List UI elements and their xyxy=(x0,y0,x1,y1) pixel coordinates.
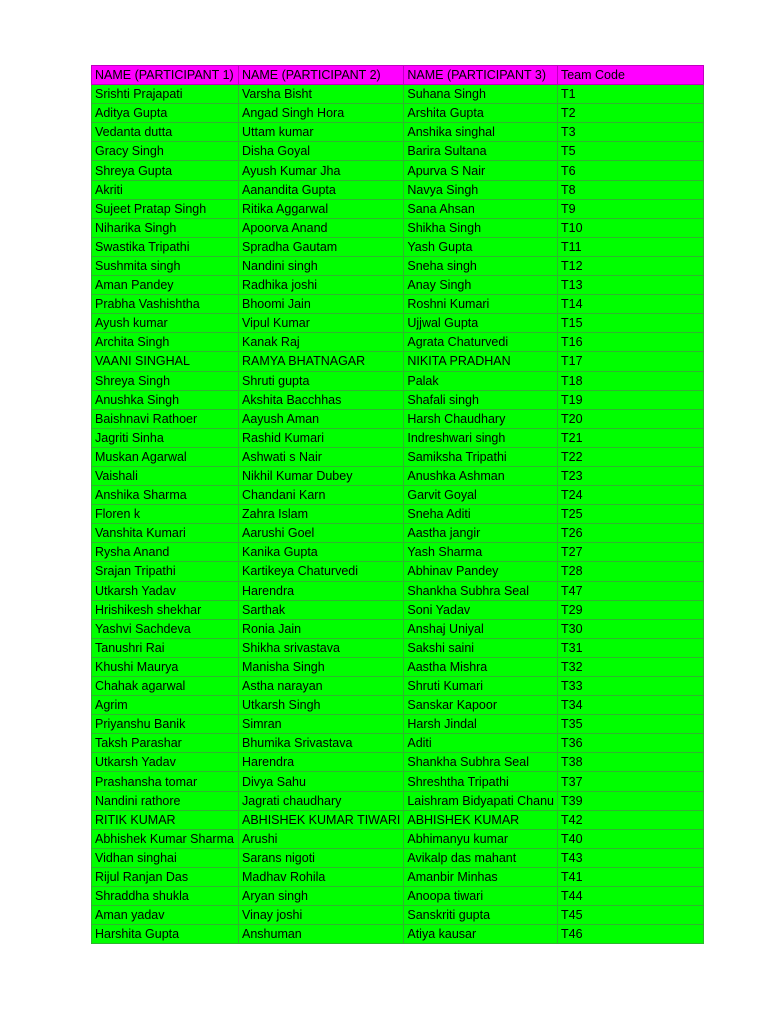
header-row xyxy=(92,66,704,85)
participant-1-cell[interactable]: Swastika Tripathi xyxy=(92,237,239,256)
team-code-cell[interactable]: T11 xyxy=(557,237,703,256)
participant-2-cell[interactable]: Simran xyxy=(239,715,404,734)
participant-1-cell[interactable]: Vidhan singhai xyxy=(92,848,239,867)
team-code-cell[interactable]: T44 xyxy=(557,887,703,906)
participant-1-cell[interactable]: Tanushri Rai xyxy=(92,638,239,657)
table-row xyxy=(92,505,704,524)
participant-2-cell[interactable]: Harendra xyxy=(239,581,404,600)
header-team-code[interactable]: Team Code xyxy=(557,66,703,85)
participant-3-cell[interactable]: Apurva S Nair xyxy=(404,161,558,180)
participant-3-cell[interactable]: Sana Ahsan xyxy=(404,199,558,218)
participant-3-cell[interactable]: Samiksha Tripathi xyxy=(404,447,558,466)
participant-3-cell[interactable]: Anushka Ashman xyxy=(404,466,558,485)
participant-1-cell[interactable]: Taksh Parashar xyxy=(92,734,239,753)
participant-3-cell[interactable]: ABHISHEK KUMAR xyxy=(404,810,558,829)
participant-1-cell[interactable]: Ayush kumar xyxy=(92,314,239,333)
participant-1-cell[interactable]: Rijul Ranjan Das xyxy=(92,867,239,886)
participant-2-cell[interactable]: Uttam kumar xyxy=(239,123,404,142)
header-participant-3[interactable]: NAME (PARTICIPANT 3) xyxy=(404,66,558,85)
team-code-cell[interactable]: T6 xyxy=(557,161,703,180)
table-row xyxy=(92,638,704,657)
participant-1-cell[interactable]: Khushi Maurya xyxy=(92,657,239,676)
participant-1-cell[interactable]: Floren k xyxy=(92,505,239,524)
participant-1-cell[interactable]: Sushmita singh xyxy=(92,256,239,275)
participant-2-cell[interactable]: Chandani Karn xyxy=(239,486,404,505)
participant-2-cell[interactable]: Nikhil Kumar Dubey xyxy=(239,466,404,485)
participant-2-cell[interactable]: Divya Sahu xyxy=(239,772,404,791)
team-code-cell[interactable]: T34 xyxy=(557,696,703,715)
team-code-cell[interactable]: T30 xyxy=(557,619,703,638)
table-header xyxy=(92,66,704,85)
team-code-cell[interactable]: T40 xyxy=(557,829,703,848)
table-row xyxy=(92,543,704,562)
header-participant-2[interactable]: NAME (PARTICIPANT 2) xyxy=(239,66,404,85)
participant-3-cell[interactable]: Navya Singh xyxy=(404,180,558,199)
header-participant-1[interactable]: NAME (PARTICIPANT 1) xyxy=(92,66,239,85)
table-row xyxy=(92,581,704,600)
participant-3-cell[interactable]: Indreshwari singh xyxy=(404,428,558,447)
participant-2-cell[interactable]: Ashwati s Nair xyxy=(239,447,404,466)
participant-3-cell[interactable]: Amanbir Minhas xyxy=(404,867,558,886)
participant-2-cell[interactable]: Vipul Kumar xyxy=(239,314,404,333)
team-code-cell[interactable]: T45 xyxy=(557,906,703,925)
participant-1-cell[interactable]: Niharika Singh xyxy=(92,218,239,237)
team-code-cell[interactable]: T5 xyxy=(557,142,703,161)
participant-3-cell[interactable]: Garvit Goyal xyxy=(404,486,558,505)
participant-3-cell[interactable]: Soni Yadav xyxy=(404,600,558,619)
participant-2-cell[interactable]: Aarushi Goel xyxy=(239,524,404,543)
participant-3-cell[interactable]: Suhana Singh xyxy=(404,85,558,104)
participant-3-cell[interactable]: Laishram Bidyapati Chanu xyxy=(404,791,558,810)
table-row xyxy=(92,734,704,753)
table-row xyxy=(92,619,704,638)
participant-2-cell[interactable]: Zahra Islam xyxy=(239,505,404,524)
participant-1-cell[interactable]: Vanshita Kumari xyxy=(92,524,239,543)
team-code-cell[interactable]: T22 xyxy=(557,447,703,466)
participant-1-cell[interactable]: Srishti Prajapati xyxy=(92,85,239,104)
team-code-cell[interactable]: T27 xyxy=(557,543,703,562)
table-row xyxy=(92,161,704,180)
participant-1-cell[interactable]: Shreya Gupta xyxy=(92,161,239,180)
participant-2-cell[interactable]: Ayush Kumar Jha xyxy=(239,161,404,180)
participant-3-cell[interactable]: Anoopa tiwari xyxy=(404,887,558,906)
participant-1-cell[interactable]: Harshita Gupta xyxy=(92,925,239,944)
team-code-cell[interactable]: T12 xyxy=(557,256,703,275)
participant-2-cell[interactable]: Sarthak xyxy=(239,600,404,619)
team-code-cell[interactable]: T16 xyxy=(557,333,703,352)
participant-1-cell[interactable]: Yashvi Sachdeva xyxy=(92,619,239,638)
participant-3-cell[interactable]: NIKITA PRADHAN xyxy=(404,352,558,371)
participant-2-cell[interactable]: Kanak Raj xyxy=(239,333,404,352)
participant-3-cell[interactable]: Shafali singh xyxy=(404,390,558,409)
participant-2-cell[interactable]: Aanandita Gupta xyxy=(239,180,404,199)
participant-1-cell[interactable]: Archita Singh xyxy=(92,333,239,352)
team-code-cell[interactable]: T33 xyxy=(557,677,703,696)
table-row xyxy=(92,104,704,123)
participants-table xyxy=(91,65,704,944)
table-row xyxy=(92,466,704,485)
participant-2-cell[interactable]: Akshita Bacchhas xyxy=(239,390,404,409)
participant-2-cell[interactable]: Manisha Singh xyxy=(239,657,404,676)
participant-3-cell[interactable]: Aastha Mishra xyxy=(404,657,558,676)
team-code-cell[interactable]: T38 xyxy=(557,753,703,772)
table-row xyxy=(92,295,704,314)
participant-2-cell[interactable]: Shruti gupta xyxy=(239,371,404,390)
participant-3-cell[interactable]: Sanskriti gupta xyxy=(404,906,558,925)
table-row xyxy=(92,524,704,543)
participant-3-cell[interactable]: Roshni Kumari xyxy=(404,295,558,314)
team-code-cell[interactable]: T25 xyxy=(557,505,703,524)
participant-3-cell[interactable]: Aditi xyxy=(404,734,558,753)
table-row xyxy=(92,314,704,333)
team-code-cell[interactable]: T47 xyxy=(557,581,703,600)
participant-1-cell[interactable]: Hrishikesh shekhar xyxy=(92,600,239,619)
table-row xyxy=(92,696,704,715)
table-row xyxy=(92,428,704,447)
participant-3-cell[interactable]: Sakshi saini xyxy=(404,638,558,657)
participant-2-cell[interactable]: Vinay joshi xyxy=(239,906,404,925)
participant-1-cell[interactable]: VAANI SINGHAL xyxy=(92,352,239,371)
team-code-cell[interactable]: T13 xyxy=(557,276,703,295)
participant-2-cell[interactable]: Arushi xyxy=(239,829,404,848)
table-row xyxy=(92,390,704,409)
table-row xyxy=(92,447,704,466)
table-row xyxy=(92,829,704,848)
participant-3-cell[interactable]: Shreshtha Tripathi xyxy=(404,772,558,791)
participant-2-cell[interactable]: Sarans nigoti xyxy=(239,848,404,867)
participant-2-cell[interactable]: Utkarsh Singh xyxy=(239,696,404,715)
participant-1-cell[interactable]: Aman yadav xyxy=(92,906,239,925)
participant-3-cell[interactable]: Sneha Aditi xyxy=(404,505,558,524)
participant-2-cell[interactable]: Radhika joshi xyxy=(239,276,404,295)
team-code-cell[interactable]: T20 xyxy=(557,409,703,428)
team-code-cell[interactable]: T19 xyxy=(557,390,703,409)
participant-1-cell[interactable]: Vedanta dutta xyxy=(92,123,239,142)
participant-2-cell[interactable]: Anshuman xyxy=(239,925,404,944)
participant-3-cell[interactable]: Anay Singh xyxy=(404,276,558,295)
table-row xyxy=(92,352,704,371)
participant-1-cell[interactable]: Agrim xyxy=(92,696,239,715)
participant-3-cell[interactable]: Harsh Chaudhary xyxy=(404,409,558,428)
participant-2-cell[interactable]: Ritika Aggarwal xyxy=(239,199,404,218)
participant-1-cell[interactable]: Anshika Sharma xyxy=(92,486,239,505)
participant-3-cell[interactable]: Shruti Kumari xyxy=(404,677,558,696)
table-row xyxy=(92,677,704,696)
participant-3-cell[interactable]: Shankha Subhra Seal xyxy=(404,581,558,600)
participant-2-cell[interactable]: Disha Goyal xyxy=(239,142,404,161)
participant-3-cell[interactable]: Sneha singh xyxy=(404,256,558,275)
participant-1-cell[interactable]: Sujeet Pratap Singh xyxy=(92,199,239,218)
participant-2-cell[interactable]: Spradha Gautam xyxy=(239,237,404,256)
table-row xyxy=(92,85,704,104)
participant-1-cell[interactable]: Srajan Tripathi xyxy=(92,562,239,581)
participant-2-cell[interactable]: Aryan singh xyxy=(239,887,404,906)
team-code-cell[interactable]: T8 xyxy=(557,180,703,199)
participant-2-cell[interactable]: Ronia Jain xyxy=(239,619,404,638)
participant-1-cell[interactable]: RITIK KUMAR xyxy=(92,810,239,829)
team-code-cell[interactable]: T37 xyxy=(557,772,703,791)
team-code-cell[interactable]: T26 xyxy=(557,524,703,543)
table-row xyxy=(92,753,704,772)
team-code-cell[interactable]: T18 xyxy=(557,371,703,390)
participant-2-cell[interactable]: Bhoomi Jain xyxy=(239,295,404,314)
participant-1-cell[interactable]: Shreya Singh xyxy=(92,371,239,390)
participant-1-cell[interactable]: Gracy Singh xyxy=(92,142,239,161)
table-row xyxy=(92,256,704,275)
participant-3-cell[interactable]: Yash Gupta xyxy=(404,237,558,256)
team-code-cell[interactable]: T43 xyxy=(557,848,703,867)
table-row xyxy=(92,562,704,581)
team-code-cell[interactable]: T15 xyxy=(557,314,703,333)
table-row xyxy=(92,123,704,142)
table-row xyxy=(92,810,704,829)
participant-3-cell[interactable]: Anshaj Uniyal xyxy=(404,619,558,638)
participant-3-cell[interactable]: Harsh Jindal xyxy=(404,715,558,734)
team-code-cell[interactable]: T39 xyxy=(557,791,703,810)
participant-2-cell[interactable]: Jagrati chaudhary xyxy=(239,791,404,810)
team-code-cell[interactable]: T23 xyxy=(557,466,703,485)
table-row xyxy=(92,887,704,906)
participant-3-cell[interactable]: Agrata Chaturvedi xyxy=(404,333,558,352)
participant-1-cell[interactable]: Aditya Gupta xyxy=(92,104,239,123)
participant-2-cell[interactable]: ABHISHEK KUMAR TIWARI xyxy=(239,810,404,829)
participant-2-cell[interactable]: Rashid Kumari xyxy=(239,428,404,447)
team-code-cell[interactable]: T35 xyxy=(557,715,703,734)
team-code-cell[interactable]: T32 xyxy=(557,657,703,676)
participant-3-cell[interactable]: Atiya kausar xyxy=(404,925,558,944)
participant-2-cell[interactable]: Harendra xyxy=(239,753,404,772)
team-code-cell[interactable]: T2 xyxy=(557,104,703,123)
table-row xyxy=(92,600,704,619)
participant-2-cell[interactable]: Nandini singh xyxy=(239,256,404,275)
table-row xyxy=(92,180,704,199)
participant-1-cell[interactable]: Vaishali xyxy=(92,466,239,485)
participant-2-cell[interactable]: Apoorva Anand xyxy=(239,218,404,237)
team-code-cell[interactable]: T42 xyxy=(557,810,703,829)
team-code-cell[interactable]: T46 xyxy=(557,925,703,944)
participant-1-cell[interactable]: Akriti xyxy=(92,180,239,199)
table-row xyxy=(92,142,704,161)
participant-1-cell[interactable]: Aman Pandey xyxy=(92,276,239,295)
participant-1-cell[interactable]: Baishnavi Rathoer xyxy=(92,409,239,428)
table-row xyxy=(92,371,704,390)
participant-2-cell[interactable]: Varsha Bisht xyxy=(239,85,404,104)
participant-3-cell[interactable]: Yash Sharma xyxy=(404,543,558,562)
participant-1-cell[interactable]: Anushka Singh xyxy=(92,390,239,409)
team-code-cell[interactable]: T31 xyxy=(557,638,703,657)
participant-3-cell[interactable]: Sanskar Kapoor xyxy=(404,696,558,715)
table-row xyxy=(92,486,704,505)
participant-3-cell[interactable]: Ujjwal Gupta xyxy=(404,314,558,333)
participant-1-cell[interactable]: Nandini rathore xyxy=(92,791,239,810)
table-row xyxy=(92,409,704,428)
participant-2-cell[interactable]: RAMYA BHATNAGAR xyxy=(239,352,404,371)
table-body xyxy=(92,85,704,944)
participant-1-cell[interactable]: Abhishek Kumar Sharma xyxy=(92,829,239,848)
participant-1-cell[interactable]: Prabha Vashishtha xyxy=(92,295,239,314)
table-row xyxy=(92,772,704,791)
team-code-cell[interactable]: T28 xyxy=(557,562,703,581)
participant-2-cell[interactable]: Bhumika Srivastava xyxy=(239,734,404,753)
team-code-cell[interactable]: T17 xyxy=(557,352,703,371)
participant-3-cell[interactable]: Barira Sultana xyxy=(404,142,558,161)
participant-3-cell[interactable]: Aastha jangir xyxy=(404,524,558,543)
team-code-cell[interactable]: T9 xyxy=(557,199,703,218)
table-row xyxy=(92,333,704,352)
participant-3-cell[interactable]: Palak xyxy=(404,371,558,390)
participant-3-cell[interactable]: Abhinav Pandey xyxy=(404,562,558,581)
table-row xyxy=(92,276,704,295)
participant-1-cell[interactable]: Utkarsh Yadav xyxy=(92,753,239,772)
team-code-cell[interactable]: T10 xyxy=(557,218,703,237)
table-row xyxy=(92,867,704,886)
participant-3-cell[interactable]: Avikalp das mahant xyxy=(404,848,558,867)
table-row xyxy=(92,218,704,237)
participant-3-cell[interactable]: Abhimanyu kumar xyxy=(404,829,558,848)
participant-3-cell[interactable]: Shikha Singh xyxy=(404,218,558,237)
team-code-cell[interactable]: T36 xyxy=(557,734,703,753)
team-code-cell[interactable]: T3 xyxy=(557,123,703,142)
participant-1-cell[interactable]: Shraddha shukla xyxy=(92,887,239,906)
participant-2-cell[interactable]: Kartikeya Chaturvedi xyxy=(239,562,404,581)
team-code-cell[interactable]: T24 xyxy=(557,486,703,505)
participant-1-cell[interactable]: Rysha Anand xyxy=(92,543,239,562)
participant-1-cell[interactable]: Muskan Agarwal xyxy=(92,447,239,466)
participant-2-cell[interactable]: Angad Singh Hora xyxy=(239,104,404,123)
table-row xyxy=(92,237,704,256)
team-code-cell[interactable]: T29 xyxy=(557,600,703,619)
table-row xyxy=(92,925,704,944)
table-row xyxy=(92,657,704,676)
participant-2-cell[interactable]: Kanika Gupta xyxy=(239,543,404,562)
table-row xyxy=(92,715,704,734)
participant-2-cell[interactable]: Madhav Rohila xyxy=(239,867,404,886)
participant-3-cell[interactable]: Arshita Gupta xyxy=(404,104,558,123)
participant-3-cell[interactable]: Anshika singhal xyxy=(404,123,558,142)
participant-3-cell[interactable]: Shankha Subhra Seal xyxy=(404,753,558,772)
participant-1-cell[interactable]: Priyanshu Banik xyxy=(92,715,239,734)
participant-1-cell[interactable]: Utkarsh Yadav xyxy=(92,581,239,600)
team-code-cell[interactable]: T14 xyxy=(557,295,703,314)
participant-2-cell[interactable]: Astha narayan xyxy=(239,677,404,696)
participant-2-cell[interactable]: Aayush Aman xyxy=(239,409,404,428)
participant-1-cell[interactable]: Jagriti Sinha xyxy=(92,428,239,447)
participant-1-cell[interactable]: Prashansha tomar xyxy=(92,772,239,791)
table-row xyxy=(92,199,704,218)
team-code-cell[interactable]: T21 xyxy=(557,428,703,447)
table-row xyxy=(92,791,704,810)
table-row xyxy=(92,906,704,925)
team-code-cell[interactable]: T41 xyxy=(557,867,703,886)
table-row xyxy=(92,848,704,867)
participant-1-cell[interactable]: Chahak agarwal xyxy=(92,677,239,696)
team-code-cell[interactable]: T1 xyxy=(557,85,703,104)
participant-2-cell[interactable]: Shikha srivastava xyxy=(239,638,404,657)
